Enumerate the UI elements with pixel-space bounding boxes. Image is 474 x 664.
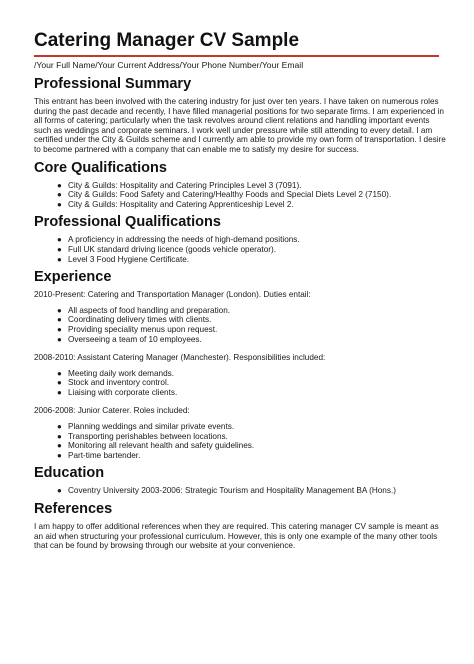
summary-heading: Professional Summary (34, 76, 192, 92)
bullet-icon: ● (57, 387, 62, 397)
list-item-text: Providing speciality menus upon request. (68, 324, 218, 334)
bullet-icon: ● (57, 180, 62, 190)
list-item (57, 199, 438, 210)
list-item-text: Coordinating delivery times with clients. (68, 315, 212, 325)
cv-title: Catering Manager CV Sample (34, 30, 300, 51)
list-item-text: Meeting daily work demands. (68, 368, 175, 378)
list-item (57, 235, 438, 245)
list-item-text: Coventry University 2003-2006: Strategic Tourism and Hospitality Management BA (Hons.) (68, 486, 396, 496)
list-item (57, 244, 438, 255)
list-item (57, 368, 438, 379)
list-item-text: All aspects of food handling and preparation. (68, 305, 231, 315)
title-divider (34, 55, 439, 57)
list-item-text: Overseeing a team of 10 employees. (68, 334, 202, 344)
list-item-text: Monitoring all relevant health and safety guidelines. (68, 441, 255, 451)
list-item (57, 387, 438, 398)
list-item (57, 305, 438, 316)
list-item-text: Liaising with corporate clients. (68, 387, 178, 397)
list-item-text: City & Guilds: Hospitality and Catering Principles Level 3 (7091). (68, 180, 302, 190)
bullet-icon: ● (57, 244, 62, 254)
list-item-text: City & Guilds: Food Safety and Catering/Healthy Foods and Special Diets Level 2 (7150). (68, 190, 392, 200)
job-duties-list (34, 422, 450, 460)
list-item (57, 315, 438, 325)
list-item-text: Level 3 Food Hygiene Certificate. (68, 254, 190, 264)
list-item (57, 378, 438, 388)
education-heading: Education (34, 465, 105, 482)
list-item-text: Transporting perishables between locations. (68, 431, 228, 441)
summary-text: This entrant has been involved with the catering industry for just over ten years. I have taken on numerous roles during the past decade and recently, I have filled managerial positions for two separate firms. I am experienced in all forms of catering; particularly when the task revolves around client relations and handling important events such as weddings and corporate seminars. I work well under pressure while still attending to every detail. I am certified under the City & Guilds scheme and I currently am able to provide my own form of transportation. I desire to become partnered with a company that can enable me to satisfy my desire for success. (34, 97, 446, 154)
references-text: I am happy to offer additional references when they are required. This catering manager CV sample is meant as an aid when structuring your professional curriculum. However, this is only one example of the many other tools that can be found by browsing through our website at your convenience. (34, 522, 439, 551)
job-duties-list (34, 306, 450, 344)
bullet-icon: ● (57, 305, 62, 315)
list-item (57, 334, 438, 345)
bullet-icon: ● (57, 324, 62, 334)
experience-heading: Experience (34, 269, 112, 286)
professional-qualifications-list (34, 235, 450, 264)
bullet-icon: ● (57, 190, 62, 200)
list-item-text: Part-time bartender. (68, 450, 141, 460)
job-line: 2010-Present: Catering and Transportation Manager (London). Duties entail: (34, 290, 311, 300)
list-item (57, 441, 438, 451)
bullet-icon: ● (57, 235, 62, 245)
bullet-icon: ● (57, 315, 62, 325)
bullet-icon: ● (57, 378, 62, 388)
list-item (57, 190, 438, 200)
bullet-icon: ● (57, 486, 62, 496)
bullet-icon: ● (57, 431, 62, 441)
list-item (57, 422, 438, 432)
list-item-text: Planning weddings and similar private events. (68, 422, 235, 432)
list-item (57, 324, 438, 335)
bullet-icon: ● (57, 368, 62, 378)
list-item-text: City & Guilds: Hospitality and Catering Apprenticeship Level 2. (68, 199, 294, 209)
bullet-icon: ● (57, 334, 62, 344)
list-item (57, 180, 438, 191)
core-qualifications-heading: Core Qualifications (34, 159, 167, 176)
education-list (34, 486, 450, 496)
bullet-icon: ● (57, 441, 62, 451)
list-item-text: Full UK standard driving licence (goods vehicle operator). (68, 244, 276, 254)
bullet-icon: ● (57, 450, 62, 460)
bullet-icon: ● (57, 199, 62, 209)
professional-qualifications-heading: Professional Qualifications (34, 214, 221, 231)
bullet-icon: ● (57, 254, 62, 264)
contact-line: /Your Full Name/Your Current Address/Your Phone Number/Your Email (34, 60, 304, 70)
list-item-text: Stock and inventory control. (68, 378, 170, 388)
list-item (57, 486, 438, 496)
bullet-icon: ● (57, 422, 62, 432)
list-item (57, 431, 438, 442)
list-item-text: A proficiency in addressing the needs of high-demand positions. (68, 235, 300, 245)
list-item (57, 450, 438, 461)
list-item (57, 254, 438, 265)
job-line: 2006-2008: Junior Caterer. Roles included: (34, 406, 190, 416)
job-duties-list (34, 369, 450, 398)
core-qualifications-list (34, 181, 450, 210)
job-line: 2008-2010: Assistant Catering Manager (Manchester). Responsibilities included: (34, 353, 326, 363)
references-heading: References (34, 501, 113, 518)
